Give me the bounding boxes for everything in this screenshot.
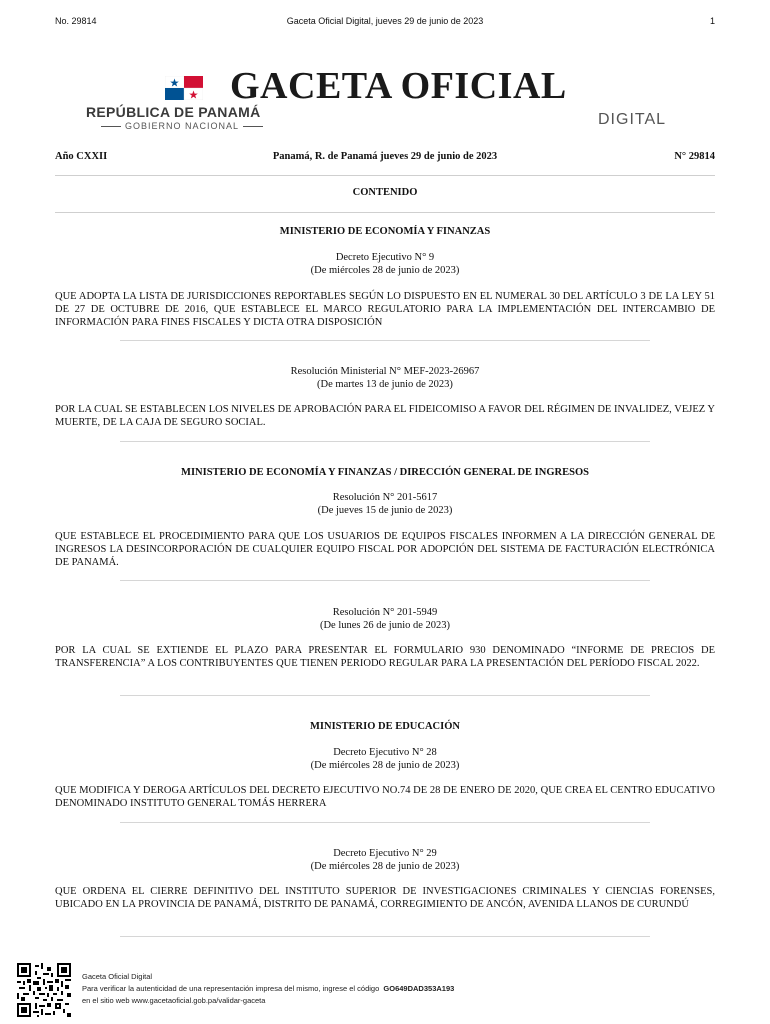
entry-title: Decreto Ejecutivo N° 29 [333,848,437,859]
entry-description: POR LA CUAL SE EXTIENDE EL PLAZO PARA PRESENTAR EL FORMULARIO 930 DENOMINADO “INFORME DE PRECIOS DE TRANSFERENCIA” A LOS CONTRIBUYENTES QUE TIENEN PERIODO REGULAR PARA LA PRESENTACIÓN DEL PERÍODO FISCAL 2022. [55,645,715,669]
year-label: Año CXXII [55,151,108,162]
issue-number: No. 29814 [55,16,97,26]
entry-date: (De jueves 15 de junio de 2023) [317,505,453,516]
entry-description: QUE ESTABLECE EL PROCEDIMIENTO PARA QUE LOS USUARIOS DE EQUIPOS FISCALES INFORMEN A LA DIRECCIÓN GENERAL DE INGRESOS LA DESINCORPORACIÓN DE CUALQUIER EQUIPO FISCAL POR ADOPCIÓN DEL SISTEMA DE FACTURACIÓN ELECTRÓNICA DE PANAMÁ. [55,531,715,568]
verification-code: GO649DAD353A193 [383,984,455,993]
header-date: Gaceta Oficial Digital, jueves 29 de junio de 2023 [286,16,484,26]
country-name: REPÚBLICA DE PANAMÁ [86,104,261,120]
page-number: 1 [709,16,715,26]
entry-divider [120,441,650,442]
footer-line-3: en el sitio web www.gacetaoficial.gob.pa/validar-gaceta [82,996,266,1005]
footer-line-2-text: Para verificar la autenticidad de una representación impresa del mismo, ingrese el código [82,984,380,993]
qr-code-icon[interactable] [17,963,71,1017]
entry-title: Resolución Ministerial N° MEF-2023-26967 [290,366,480,377]
entry-reference [55,491,715,517]
info-bar [55,151,715,167]
entry-date: (De miércoles 28 de junio de 2023) [310,760,460,771]
running-header [55,16,715,30]
entry-description: QUE MODIFICA Y DEROGA ARTÍCULOS DEL DECRETO EJECUTIVO NO.74 DE 28 DE ENERO DE 2020, QUE CREA EL CENTRO EDUCATIVO DENOMINADO INSTITUTO GENERAL TOMÁS HERRERA [55,785,715,809]
entry-title: Resolución N° 201-5949 [332,607,438,618]
entry-date: (De miércoles 28 de junio de 2023) [310,861,460,872]
contents-title: CONTENIDO [352,187,418,198]
entry-divider [120,695,650,696]
panama-flag-icon [165,76,203,100]
entry-reference [55,746,715,772]
masthead [84,66,684,138]
entry-divider [120,580,650,581]
entry-description: POR LA CUAL SE ESTABLECEN LOS NIVELES DE APROBACIÓN PARA EL FIDEICOMISO A FAVOR DEL RÉGIMEN DE INVALIDEZ, VEJEZ Y MUERTE, DE LA CAJA DE SEGURO SOCIAL. [55,404,715,428]
entry-date: (De miércoles 28 de junio de 2023) [310,265,460,276]
footer-line-1: Gaceta Oficial Digital [82,972,153,981]
entry-reference [55,251,715,277]
place-date: Panamá, R. de Panamá jueves 29 de junio de 2023 [272,151,498,162]
entry-divider [120,822,650,823]
entry-reference [55,847,715,873]
entry-reference [55,365,715,391]
footer-line-2 [82,983,454,995]
divider [55,212,715,213]
section-heading: MINISTERIO DE ECONOMÍA Y FINANZAS / DIRECCIÓN GENERAL DE INGRESOS [181,467,589,478]
entry-description: QUE ADOPTA LA LISTA DE JURISDICCIONES REPORTABLES SEGÚN LO DISPUESTO EN EL NUMERAL 30 DEL ARTÍCULO 3 DE LA LEY 51 DE 27 DE OCTUBRE DE 2016, QUE ESTABLECE EL MARCO REGULATORIO PARA LA IMPLEMENTACIÓN DEL INTERCAMBIO DE INFORMACIÓN PARA FINES FISCALES Y DICTA OTRA DISPOSICIÓN [55,291,715,328]
gazette-title: GACETA OFICIAL [230,65,567,107]
government-label [97,121,267,131]
verification-footer [17,963,737,1015]
footer-text [82,971,454,1007]
digital-label: DIGITAL [598,111,667,128]
section-heading: MINISTERIO DE ECONOMÍA Y FINANZAS [279,226,491,237]
divider [55,175,715,176]
entry-divider [120,340,650,341]
entry-date: (De lunes 26 de junio de 2023) [319,620,451,631]
entry-divider [120,936,650,937]
entry-title: Decreto Ejecutivo N° 28 [333,747,437,758]
section-heading: MINISTERIO DE EDUCACIÓN [310,721,460,732]
entry-title: Decreto Ejecutivo N° 9 [335,252,435,263]
government-text: GOBIERNO NACIONAL [125,121,240,131]
entry-description: QUE ORDENA EL CIERRE DEFINITIVO DEL INSTITUTO SUPERIOR DE INVESTIGACIONES CRIMINALES Y CIENCIAS FORENSES, UBICADO EN LA PROVINCIA DE PANAMÁ, DISTRITO DE PANAMÁ, CORREGIMIENTO DE ANCÓN, AVENIDA LLANOS DE CURUNDÚ [55,886,715,910]
entry-date: (De martes 13 de junio de 2023) [317,379,453,390]
entry-reference [55,606,715,632]
issue-label: N° 29814 [674,151,715,162]
entry-title: Resolución N° 201-5617 [332,492,438,503]
